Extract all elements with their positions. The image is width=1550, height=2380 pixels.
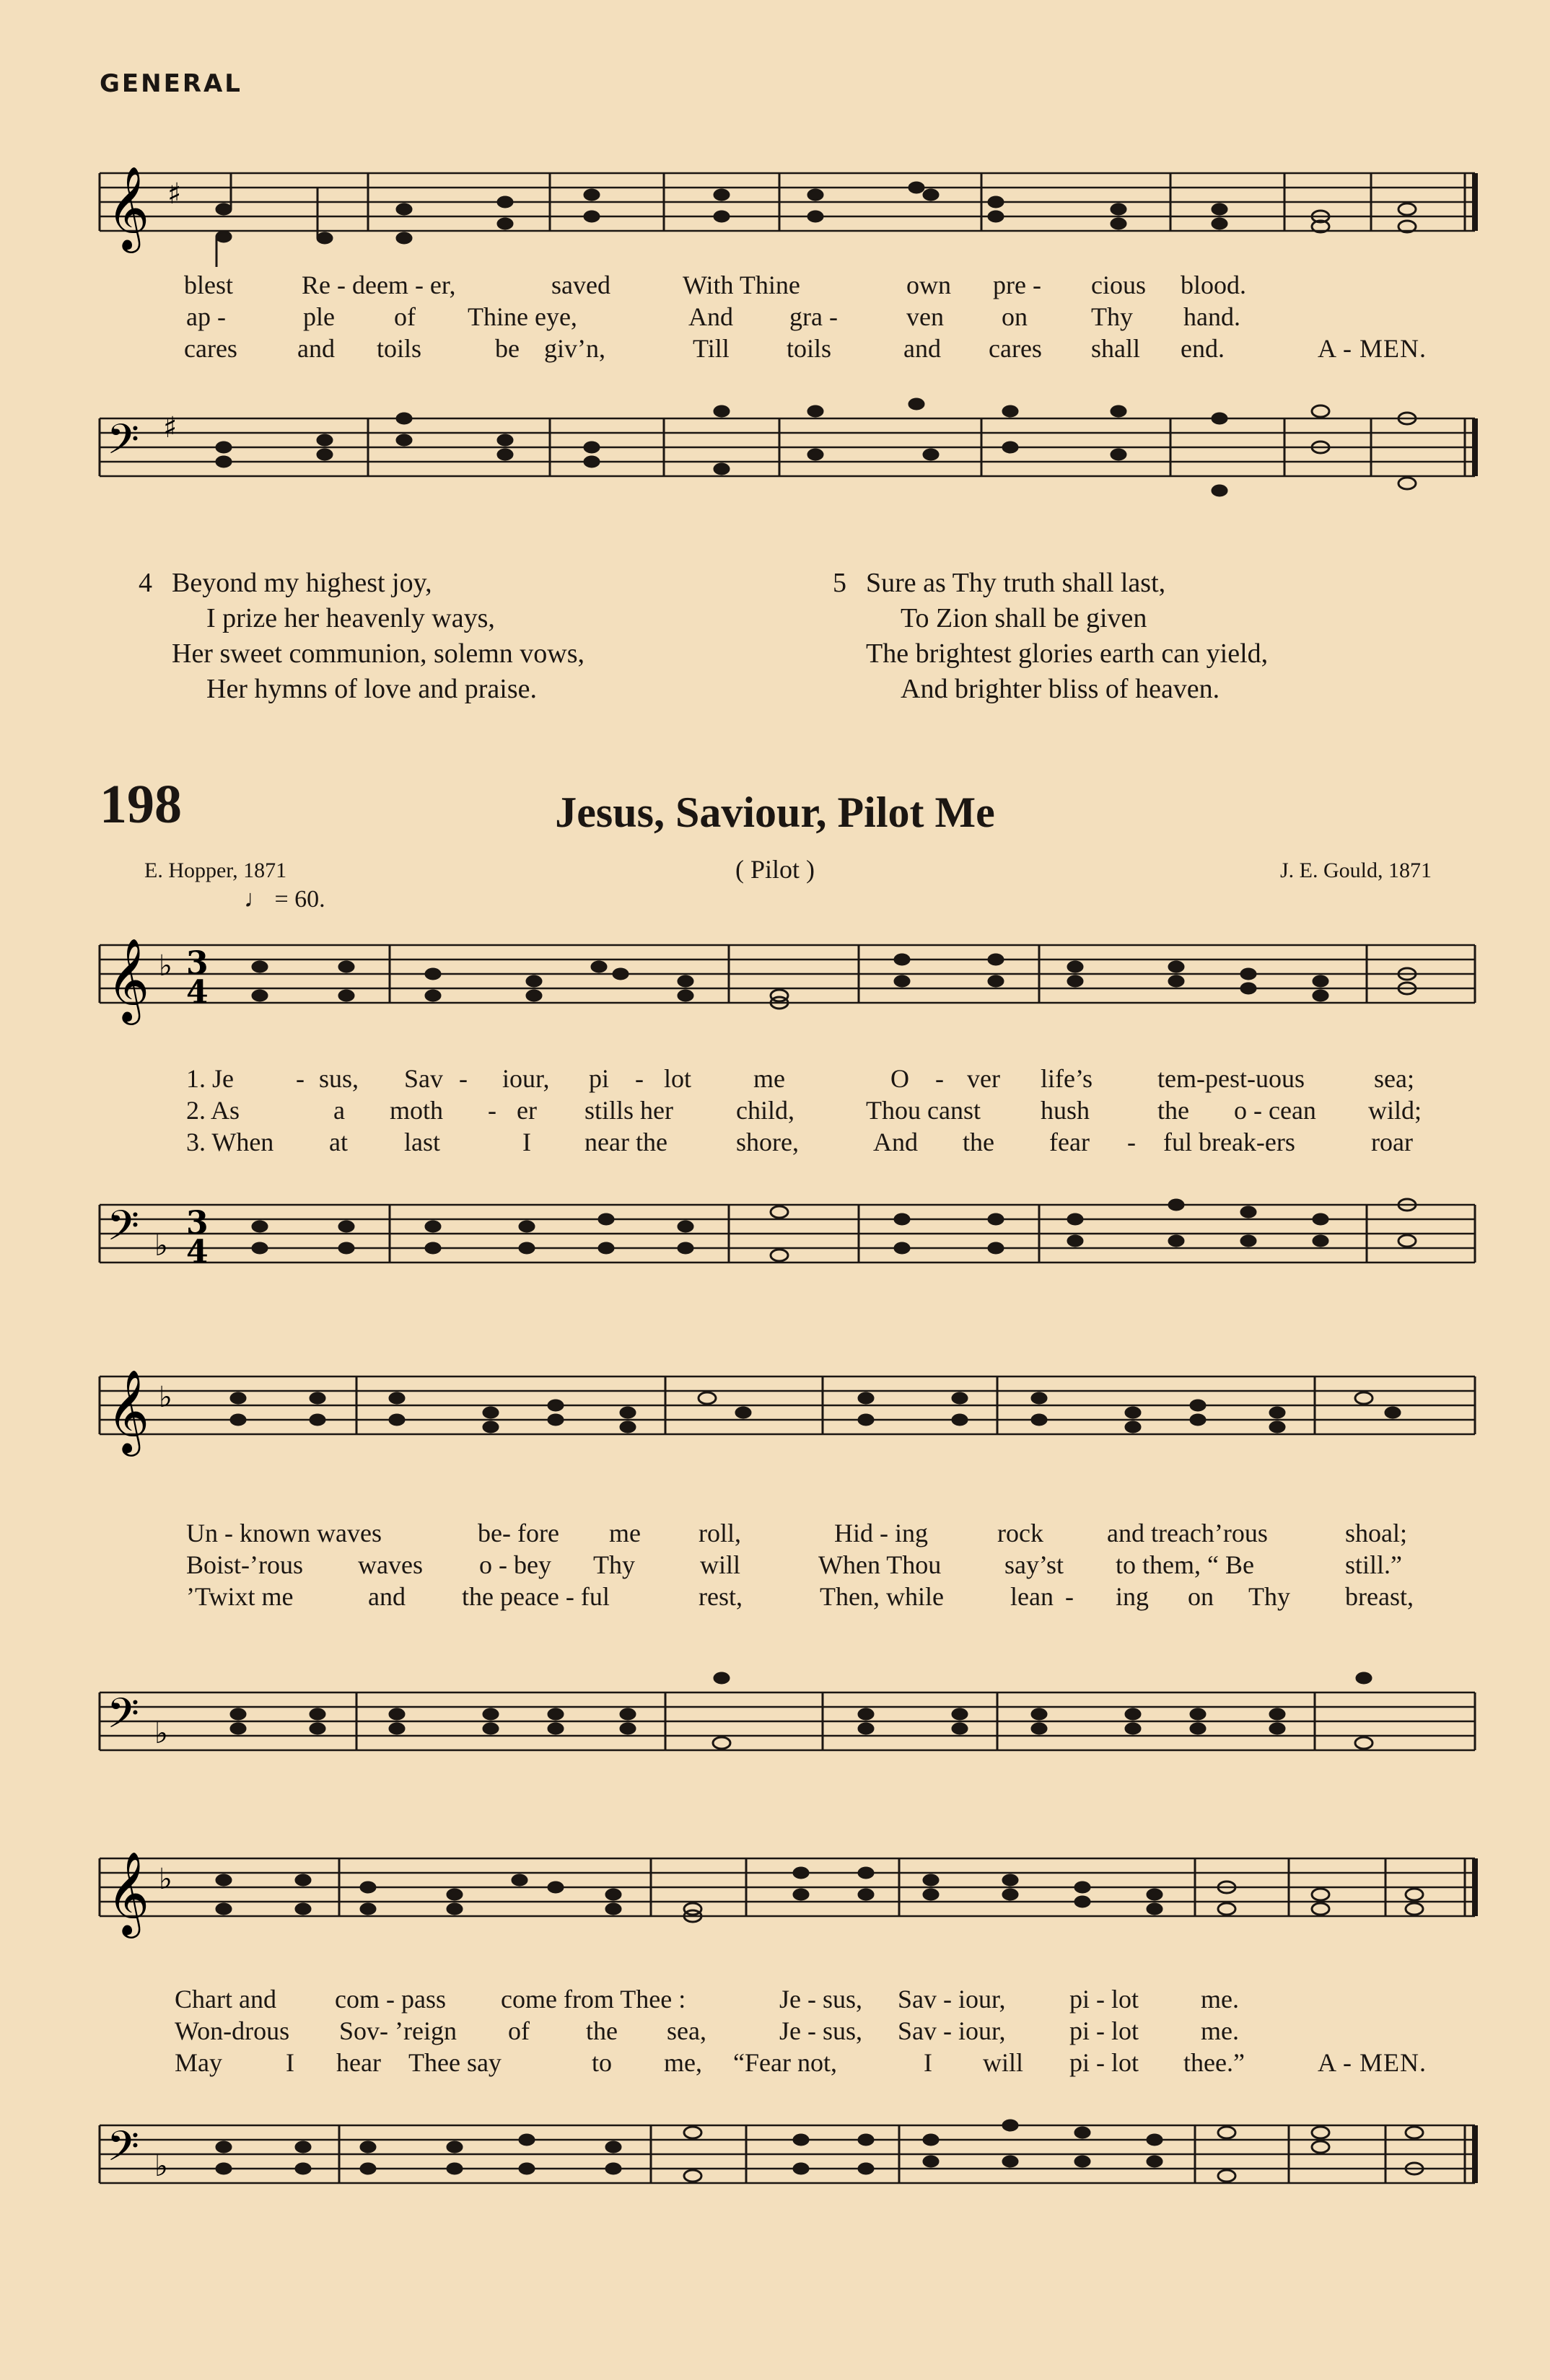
- lyric-row-2-verse-2: Boist-’rous waves o - bey Thy will When Thou say’st to them, “ Be still.”: [186, 1550, 1402, 1579]
- bass-clef-icon: 𝄢: [107, 1689, 140, 1748]
- lyric-row-1-verse-2: 2. As a moth - er stills her child, Thou canst hush the o - cean wild;: [186, 1096, 1422, 1125]
- treble-clef-icon: 𝄞: [107, 165, 150, 250]
- tune-name: ( Pilot ): [735, 855, 815, 884]
- lyric-row-3-verse-2: Won-drous Sov- ’reign of the sea, Je - sus, Sav - iour, pi - lot me.: [175, 2016, 1239, 2045]
- treble-clef-icon: 𝄞: [107, 1369, 150, 1453]
- key-signature-flat-icon: ♭: [159, 1381, 172, 1414]
- tempo-marking: ♩ = 60.: [244, 886, 325, 913]
- key-signature-flat-icon: ♭: [159, 949, 172, 983]
- lyric-row-2-verse-3: ’Twixt me and the peace - ful rest, Then, while lean - ing on Thy breast,: [186, 1582, 1414, 1611]
- quarter-note-icon: ♩: [244, 886, 268, 913]
- key-signature-flat-icon: ♭: [154, 1717, 168, 1750]
- key-signature-flat-icon: ♭: [154, 2150, 168, 2183]
- lyric-row-1-verse-3: 3. When at last I near the shore, And the fear - ful break-ers roar: [186, 1128, 1413, 1156]
- key-signature-flat-icon: ♭: [154, 1229, 168, 1263]
- treble-clef-icon: 𝄞: [107, 1850, 150, 1935]
- hymn-number: 198: [100, 774, 182, 835]
- treble-staff-prev: [0, 166, 1550, 267]
- hymn-title: Jesus, Saviour, Pilot Me: [555, 789, 995, 836]
- staff-lines: [100, 173, 1475, 231]
- svg-text:3: 3: [186, 1205, 209, 1242]
- music-credit: J. E. Gould, 1871: [1280, 859, 1432, 882]
- lyric-row-3-verse-3: May I hear Thee say to me, “Fear not, I will pi - lot thee.” A - MEN.: [175, 2048, 1427, 2077]
- key-signature-flat-icon: ♭: [159, 1863, 172, 1896]
- svg-text:4: 4: [186, 1234, 209, 1270]
- svg-text:4: 4: [186, 974, 209, 1011]
- treble-clef-icon: 𝄞: [107, 937, 150, 1022]
- prev-lyric-row-3: cares and toils be giv’n, Till toils and cares shall end. A - MEN.: [184, 334, 1427, 363]
- lyric-row-1-verse-1: 1. Je - sus, Sav - iour, pi - lot me O - ver life’s tem-pest-uous sea;: [186, 1064, 1414, 1093]
- svg-text:3: 3: [186, 945, 209, 982]
- words-credit: E. Hopper, 1871: [144, 859, 287, 882]
- key-signature-sharp-icon: ♯: [167, 177, 182, 211]
- bass-staff-prev: [0, 411, 1550, 534]
- treble-staff-3: [0, 1851, 1550, 1974]
- bass-staff-3: [0, 2118, 1550, 2241]
- key-signature-sharp-icon: ♯: [163, 411, 178, 444]
- treble-staff-2: [0, 1369, 1550, 1492]
- lyric-row-3-verse-1: Chart and com - pass come from Thee : Je - sus, Sav - iour, pi - lot me.: [175, 1985, 1239, 2014]
- treble-staff-1: [0, 938, 1550, 1061]
- lyric-row-2-verse-1: Un - known waves be- fore me roll, Hid - ing rock and treach’rous shoal;: [186, 1519, 1407, 1547]
- bass-clef-icon: 𝄢: [107, 1201, 140, 1260]
- bass-clef-icon: 𝄢: [107, 415, 140, 474]
- bass-clef-icon: 𝄢: [107, 2122, 140, 2181]
- prev-lyric-row-2: ap - ple of Thine eye, And gra - ven on Thy hand.: [186, 302, 1240, 331]
- prev-lyric-row-1: blest Re - deem - er, saved With Thine own pre - cious blood.: [184, 271, 1247, 299]
- section-header: GENERAL: [100, 69, 242, 98]
- bass-staff-2: [0, 1685, 1550, 1808]
- verse-4: 4 Beyond my highest joy, I prize her heavenly ways, Her sweet communion, solemn vows, Her hymns of love and praise.: [139, 568, 585, 704]
- verse-5: 5 Sure as Thy truth shall last, To Zion shall be given The brightest glories earth can yield, And brighter bliss of heaven.: [833, 568, 1269, 704]
- bass-staff-1: [0, 1198, 1550, 1320]
